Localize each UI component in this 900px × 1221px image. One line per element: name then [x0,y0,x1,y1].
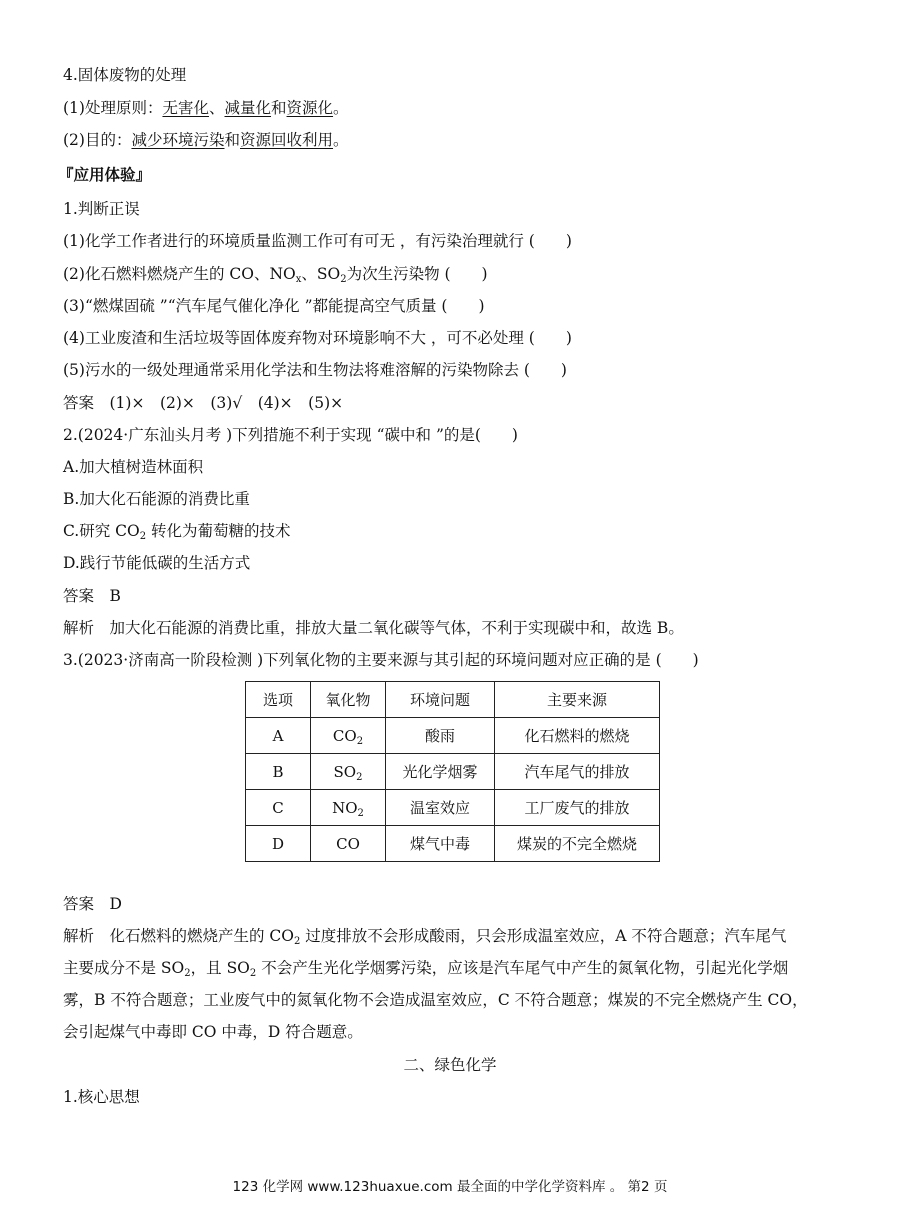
table-row [246,790,660,826]
subscript: 2 [139,531,147,542]
separator: 和 [271,99,287,117]
table-header: 选项 [246,682,311,718]
q2-title: 2.(2024·广东汕头月考 )下列措施不利于实现 “碳中和 ”的是( ) [63,426,518,444]
q1-item-2-text: 、SO [301,265,341,283]
subscript: 2 [294,936,301,947]
apply-heading: 『应用体验』 [58,165,152,184]
table-cell [311,718,386,754]
period: 。 [333,99,349,117]
table-cell [311,790,386,826]
q1-item-2 [63,264,488,284]
q2-option-d: D.践行节能低碳的生活方式 [63,554,251,572]
q2-option-b: B.加大化石能源的消费比重 [63,490,250,508]
q3-analysis-line-4: 会引起煤气中毒即 CO 中毒，D 符合题意。 [63,1023,363,1041]
q1-item-1: (1)化学工作者进行的环境质量监测工作可有可无 ，有污染治理就行 ( ) [63,232,572,250]
table-cell: 化石燃料的燃烧 [495,718,660,754]
table-header: 环境问题 [386,682,495,718]
subscript: 2 [249,968,257,979]
q1-item-4: (4)工业废渣和生活垃圾等固体废弃物对环境影响不大 ，可不必处理 ( ) [63,329,572,347]
q3-analysis-line-2 [63,958,788,978]
analysis-text: 主要成分不是 SO [63,959,185,977]
q1-item-5: (5)污水的一级处理通常采用化学法和生物法将难溶解的污染物除去 ( ) [63,361,567,379]
table-cell: 酸雨 [386,718,495,754]
table-row [246,718,660,754]
table-header: 主要来源 [495,682,660,718]
table-row [246,826,660,862]
oxide-formula: NO [332,798,358,817]
table-row [246,754,660,790]
table-cell: 煤炭的不完全燃烧 [495,826,660,862]
q3-analysis-line-1 [63,926,786,946]
table-cell: 工厂废气的排放 [495,790,660,826]
table-cell: C [246,790,311,826]
analysis-text: 不会产生光化学烟雾污染，应该是汽车尾气中产生的氮氧化物，引起光化学烟 [256,959,789,977]
q2-answer: 答案 B [63,587,121,605]
table-cell: B [246,754,311,790]
term-reduce-pollution: 减少环境污染 [131,131,225,149]
table-cell: 汽车尾气的排放 [495,754,660,790]
q2-option-a: A.加大植树造林面积 [63,458,204,476]
table-cell: D [246,826,311,862]
oxide-formula: SO [333,762,357,781]
term-harmless: 无害化 [162,99,209,117]
q1-answer: 答案 (1)× (2)× (3)√ (4)× (5)× [63,394,344,412]
oxide-formula: CO [336,834,360,853]
table-cell: 温室效应 [386,790,495,826]
table-cell: 煤气中毒 [386,826,495,862]
purpose-label: (2)目的： [63,131,132,149]
oxide-formula: CO [332,726,357,745]
q1-item-2-text: (2)化石燃料燃烧产生的 CO、NO [63,265,296,283]
term-recycling: 资源回收利用 [240,131,334,149]
table-header: 氧化物 [311,682,386,718]
q3-title: 3.(2023·济南高一阶段检测 )下列氧化物的主要来源与其引起的环境问题对应正确的是 ( ) [63,651,699,669]
q2-option-c [63,521,291,541]
q2-analysis: 解析 加大化石能源的消费比重，排放大量二氧化碳等气体，不利于实现碳中和，故选 B。 [63,619,684,637]
analysis-text: 解析 化石燃料的燃烧产生的 CO [63,927,294,945]
principle-label: (1)处理原则： [63,99,163,117]
q3-analysis-line-3: 雾，B 不符合题意；工业废气中的氮氧化物不会造成温室效应，C 不符合题意；煤炭的不完全燃烧产生 CO， [63,991,808,1009]
term-resource: 资源化 [286,99,334,117]
section-green-chemistry-title: 二、绿色化学 [403,1056,497,1074]
subscript: x [295,274,302,285]
subscript: 2 [184,968,191,979]
oxide-table [245,681,660,862]
table-cell [311,754,386,790]
principle-line [63,98,349,118]
term-reduction: 减量化 [224,99,272,117]
purpose-line [63,130,349,150]
separator: 、 [208,99,225,117]
q1-item-3: (3)“燃煤固硫 ”“汽车尾气催化净化 ”都能提高空气质量 ( ) [63,297,485,315]
q1-item-2-text: 为次生污染物 ( ) [346,265,488,283]
table-cell: 光化学烟雾 [386,754,495,790]
q2-option-c-text: C.研究 CO [63,522,140,540]
subscript: 2 [356,771,363,783]
section-4-title: 4.固体废物的处理 [63,66,187,84]
analysis-text: 过度排放不会形成酸雨，只会形成温室效应，A 不符合题意；汽车尾气 [300,927,787,945]
period: 。 [333,131,349,149]
table-header-row [246,682,660,718]
core-idea-heading: 1.核心思想 [63,1088,140,1106]
subscript: 2 [356,735,364,747]
table-cell: A [246,718,311,754]
separator: 和 [224,131,240,149]
page-footer: 123 化学网 www.123huaxue.com 最全面的中学化学资料库 。 第2 页 [232,1179,668,1195]
table-cell [311,826,386,862]
analysis-text: ，且 SO [190,959,250,977]
subscript: 2 [340,274,347,285]
q3-answer: 答案 D [63,895,122,913]
subscript: 2 [357,807,364,819]
q1-title: 1.判断正误 [63,200,140,218]
q2-option-c-text: 转化为葡萄糖的技术 [146,522,291,540]
